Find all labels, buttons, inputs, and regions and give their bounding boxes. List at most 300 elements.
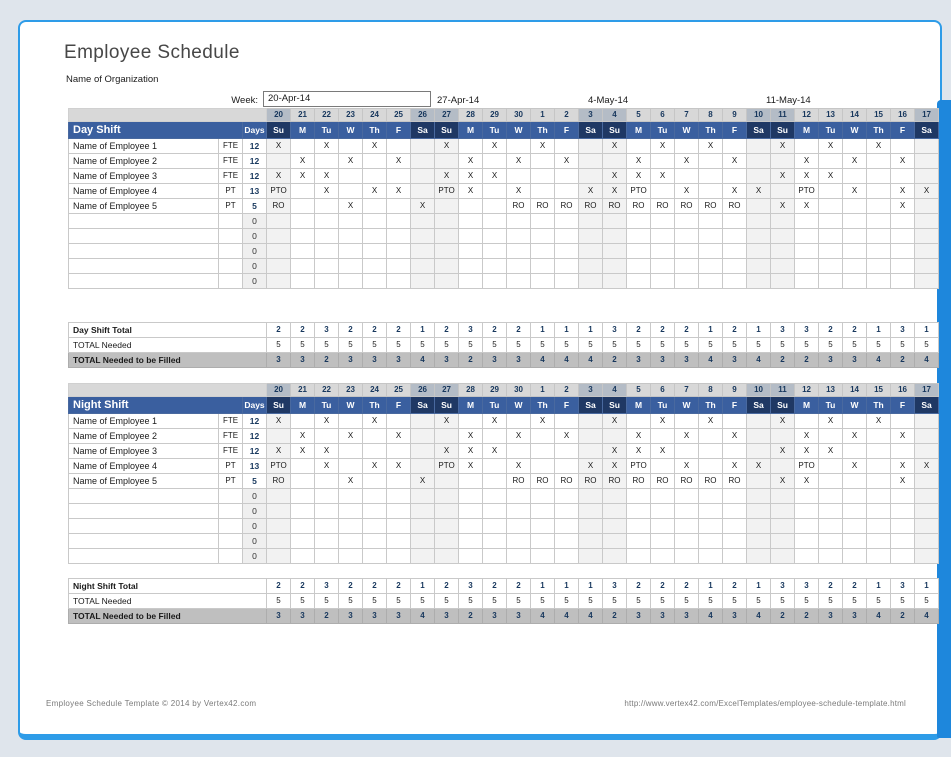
schedule-mark-cell[interactable] [387, 229, 411, 244]
schedule-mark-cell[interactable]: X [291, 154, 315, 169]
schedule-mark-cell[interactable] [771, 259, 795, 274]
schedule-mark-cell[interactable] [555, 184, 579, 199]
schedule-mark-cell[interactable] [363, 169, 387, 184]
schedule-mark-cell[interactable]: X [651, 444, 675, 459]
schedule-mark-cell[interactable] [531, 534, 555, 549]
schedule-mark-cell[interactable]: X [411, 474, 435, 489]
schedule-mark-cell[interactable] [915, 519, 939, 534]
schedule-mark-cell[interactable] [843, 519, 867, 534]
schedule-mark-cell[interactable] [867, 459, 891, 474]
schedule-mark-cell[interactable] [267, 429, 291, 444]
schedule-mark-cell[interactable] [435, 199, 459, 214]
schedule-mark-cell[interactable] [483, 184, 507, 199]
schedule-mark-cell[interactable]: X [315, 444, 339, 459]
schedule-mark-cell[interactable] [291, 504, 315, 519]
schedule-mark-cell[interactable] [507, 489, 531, 504]
schedule-mark-cell[interactable]: X [507, 154, 531, 169]
schedule-mark-cell[interactable] [531, 429, 555, 444]
schedule-mark-cell[interactable] [483, 429, 507, 444]
schedule-mark-cell[interactable] [771, 549, 795, 564]
schedule-mark-cell[interactable]: RO [603, 474, 627, 489]
schedule-mark-cell[interactable] [339, 549, 363, 564]
schedule-mark-cell[interactable] [843, 534, 867, 549]
schedule-mark-cell[interactable]: X [459, 169, 483, 184]
schedule-mark-cell[interactable]: RO [675, 474, 699, 489]
schedule-mark-cell[interactable] [651, 519, 675, 534]
schedule-mark-cell[interactable] [315, 214, 339, 229]
schedule-mark-cell[interactable] [555, 519, 579, 534]
schedule-mark-cell[interactable] [675, 214, 699, 229]
schedule-mark-cell[interactable] [651, 504, 675, 519]
schedule-mark-cell[interactable]: X [435, 444, 459, 459]
schedule-mark-cell[interactable] [747, 154, 771, 169]
schedule-mark-cell[interactable] [387, 519, 411, 534]
employee-type-cell[interactable] [219, 519, 243, 534]
schedule-mark-cell[interactable]: X [771, 169, 795, 184]
schedule-mark-cell[interactable] [387, 489, 411, 504]
employee-name-cell[interactable]: Name of Employee 4 [69, 184, 219, 199]
schedule-mark-cell[interactable]: X [603, 459, 627, 474]
employee-name-cell[interactable] [69, 534, 219, 549]
schedule-mark-cell[interactable]: X [867, 139, 891, 154]
schedule-mark-cell[interactable] [483, 214, 507, 229]
schedule-mark-cell[interactable]: RO [579, 199, 603, 214]
employee-name-cell[interactable] [69, 489, 219, 504]
schedule-mark-cell[interactable] [771, 154, 795, 169]
schedule-mark-cell[interactable] [579, 244, 603, 259]
schedule-mark-cell[interactable] [459, 519, 483, 534]
schedule-mark-cell[interactable] [867, 274, 891, 289]
schedule-mark-cell[interactable] [363, 259, 387, 274]
schedule-mark-cell[interactable]: RO [627, 199, 651, 214]
schedule-mark-cell[interactable] [267, 229, 291, 244]
schedule-mark-cell[interactable]: X [339, 474, 363, 489]
schedule-mark-cell[interactable] [339, 169, 363, 184]
schedule-mark-cell[interactable] [315, 474, 339, 489]
schedule-mark-cell[interactable] [747, 534, 771, 549]
schedule-mark-cell[interactable] [531, 489, 555, 504]
schedule-mark-cell[interactable] [699, 259, 723, 274]
schedule-mark-cell[interactable] [579, 259, 603, 274]
schedule-mark-cell[interactable] [747, 489, 771, 504]
schedule-mark-cell[interactable] [747, 504, 771, 519]
schedule-mark-cell[interactable] [315, 259, 339, 274]
schedule-mark-cell[interactable]: RO [699, 474, 723, 489]
schedule-mark-cell[interactable] [915, 444, 939, 459]
schedule-mark-cell[interactable]: X [747, 184, 771, 199]
schedule-mark-cell[interactable]: X [267, 414, 291, 429]
schedule-mark-cell[interactable] [459, 504, 483, 519]
schedule-mark-cell[interactable] [579, 169, 603, 184]
schedule-mark-cell[interactable] [459, 259, 483, 274]
schedule-mark-cell[interactable] [507, 214, 531, 229]
schedule-mark-cell[interactable] [555, 259, 579, 274]
schedule-mark-cell[interactable] [291, 549, 315, 564]
schedule-mark-cell[interactable]: X [651, 139, 675, 154]
schedule-mark-cell[interactable]: PTO [627, 184, 651, 199]
schedule-mark-cell[interactable]: X [891, 429, 915, 444]
schedule-mark-cell[interactable] [483, 199, 507, 214]
schedule-mark-cell[interactable] [915, 489, 939, 504]
schedule-mark-cell[interactable] [555, 244, 579, 259]
schedule-mark-cell[interactable] [795, 259, 819, 274]
employee-type-cell[interactable]: PT [219, 199, 243, 214]
schedule-mark-cell[interactable] [603, 214, 627, 229]
schedule-mark-cell[interactable]: X [435, 169, 459, 184]
schedule-mark-cell[interactable]: RO [267, 474, 291, 489]
schedule-mark-cell[interactable]: RO [507, 474, 531, 489]
schedule-mark-cell[interactable] [339, 519, 363, 534]
schedule-mark-cell[interactable]: RO [555, 199, 579, 214]
schedule-mark-cell[interactable] [651, 534, 675, 549]
schedule-mark-cell[interactable]: X [579, 459, 603, 474]
schedule-mark-cell[interactable] [675, 244, 699, 259]
schedule-mark-cell[interactable]: X [459, 184, 483, 199]
schedule-mark-cell[interactable] [291, 519, 315, 534]
schedule-mark-cell[interactable] [555, 534, 579, 549]
schedule-mark-cell[interactable] [579, 414, 603, 429]
schedule-mark-cell[interactable]: X [363, 184, 387, 199]
schedule-mark-cell[interactable] [507, 444, 531, 459]
schedule-mark-cell[interactable] [531, 259, 555, 274]
schedule-mark-cell[interactable] [411, 534, 435, 549]
schedule-mark-cell[interactable]: X [291, 444, 315, 459]
schedule-mark-cell[interactable] [387, 214, 411, 229]
schedule-mark-cell[interactable]: X [555, 154, 579, 169]
schedule-mark-cell[interactable] [603, 259, 627, 274]
schedule-mark-cell[interactable] [411, 489, 435, 504]
employee-type-cell[interactable] [219, 229, 243, 244]
schedule-mark-cell[interactable] [723, 534, 747, 549]
schedule-mark-cell[interactable] [723, 274, 747, 289]
schedule-mark-cell[interactable]: RO [723, 199, 747, 214]
schedule-mark-cell[interactable] [699, 184, 723, 199]
schedule-mark-cell[interactable] [315, 489, 339, 504]
schedule-mark-cell[interactable]: X [795, 169, 819, 184]
schedule-mark-cell[interactable]: RO [531, 199, 555, 214]
schedule-mark-cell[interactable]: RO [723, 474, 747, 489]
schedule-mark-cell[interactable] [627, 519, 651, 534]
schedule-mark-cell[interactable] [339, 414, 363, 429]
schedule-mark-cell[interactable] [867, 229, 891, 244]
schedule-mark-cell[interactable] [843, 259, 867, 274]
schedule-mark-cell[interactable]: RO [675, 199, 699, 214]
schedule-mark-cell[interactable] [867, 429, 891, 444]
schedule-mark-cell[interactable] [819, 429, 843, 444]
schedule-mark-cell[interactable] [819, 229, 843, 244]
schedule-mark-cell[interactable] [891, 519, 915, 534]
schedule-mark-cell[interactable]: PTO [267, 459, 291, 474]
schedule-mark-cell[interactable] [411, 519, 435, 534]
schedule-mark-cell[interactable] [843, 199, 867, 214]
schedule-mark-cell[interactable] [435, 504, 459, 519]
schedule-mark-cell[interactable] [363, 154, 387, 169]
schedule-mark-cell[interactable] [531, 244, 555, 259]
schedule-mark-cell[interactable] [651, 274, 675, 289]
schedule-mark-cell[interactable] [411, 549, 435, 564]
schedule-mark-cell[interactable] [747, 139, 771, 154]
schedule-mark-cell[interactable]: RO [627, 474, 651, 489]
schedule-mark-cell[interactable]: X [603, 184, 627, 199]
schedule-mark-cell[interactable]: X [267, 169, 291, 184]
schedule-mark-cell[interactable] [267, 519, 291, 534]
schedule-mark-cell[interactable] [675, 259, 699, 274]
schedule-mark-cell[interactable]: X [483, 444, 507, 459]
schedule-mark-cell[interactable]: PTO [435, 184, 459, 199]
schedule-mark-cell[interactable]: X [339, 154, 363, 169]
schedule-mark-cell[interactable] [435, 474, 459, 489]
schedule-mark-cell[interactable] [843, 274, 867, 289]
schedule-mark-cell[interactable] [531, 549, 555, 564]
schedule-mark-cell[interactable] [483, 459, 507, 474]
schedule-mark-cell[interactable] [579, 429, 603, 444]
schedule-mark-cell[interactable]: X [627, 429, 651, 444]
schedule-mark-cell[interactable]: X [507, 184, 531, 199]
schedule-mark-cell[interactable] [771, 214, 795, 229]
schedule-mark-cell[interactable] [387, 259, 411, 274]
schedule-mark-cell[interactable] [603, 154, 627, 169]
schedule-mark-cell[interactable] [459, 139, 483, 154]
schedule-mark-cell[interactable] [603, 519, 627, 534]
employee-type-cell[interactable]: FTE [219, 444, 243, 459]
schedule-mark-cell[interactable] [291, 139, 315, 154]
schedule-mark-cell[interactable] [411, 214, 435, 229]
schedule-mark-cell[interactable]: X [459, 154, 483, 169]
schedule-mark-cell[interactable] [339, 229, 363, 244]
schedule-mark-cell[interactable] [795, 504, 819, 519]
schedule-mark-cell[interactable] [459, 534, 483, 549]
schedule-mark-cell[interactable] [915, 474, 939, 489]
schedule-mark-cell[interactable] [531, 444, 555, 459]
schedule-mark-cell[interactable] [699, 489, 723, 504]
schedule-mark-cell[interactable] [507, 229, 531, 244]
schedule-mark-cell[interactable] [675, 274, 699, 289]
schedule-mark-cell[interactable] [891, 259, 915, 274]
schedule-mark-cell[interactable] [435, 549, 459, 564]
schedule-mark-cell[interactable] [291, 489, 315, 504]
schedule-mark-cell[interactable] [507, 259, 531, 274]
schedule-mark-cell[interactable] [603, 489, 627, 504]
schedule-mark-cell[interactable] [843, 474, 867, 489]
schedule-mark-cell[interactable] [627, 139, 651, 154]
employee-name-cell[interactable]: Name of Employee 1 [69, 139, 219, 154]
schedule-mark-cell[interactable] [819, 154, 843, 169]
employee-name-cell[interactable]: Name of Employee 5 [69, 199, 219, 214]
schedule-mark-cell[interactable] [915, 414, 939, 429]
schedule-mark-cell[interactable] [363, 229, 387, 244]
schedule-mark-cell[interactable]: X [795, 154, 819, 169]
schedule-mark-cell[interactable] [531, 184, 555, 199]
schedule-mark-cell[interactable]: PTO [627, 459, 651, 474]
schedule-mark-cell[interactable] [891, 214, 915, 229]
schedule-mark-cell[interactable] [867, 549, 891, 564]
schedule-mark-cell[interactable] [651, 459, 675, 474]
schedule-mark-cell[interactable] [603, 534, 627, 549]
schedule-mark-cell[interactable] [363, 244, 387, 259]
schedule-mark-cell[interactable] [363, 429, 387, 444]
schedule-mark-cell[interactable]: X [699, 414, 723, 429]
schedule-mark-cell[interactable]: X [723, 429, 747, 444]
schedule-mark-cell[interactable] [339, 274, 363, 289]
schedule-mark-cell[interactable]: RO [531, 474, 555, 489]
schedule-mark-cell[interactable] [771, 429, 795, 444]
schedule-mark-cell[interactable]: X [339, 199, 363, 214]
schedule-mark-cell[interactable] [579, 214, 603, 229]
schedule-mark-cell[interactable] [411, 229, 435, 244]
schedule-mark-cell[interactable]: X [651, 414, 675, 429]
schedule-mark-cell[interactable] [579, 549, 603, 564]
schedule-mark-cell[interactable] [723, 489, 747, 504]
schedule-mark-cell[interactable]: X [603, 414, 627, 429]
schedule-mark-cell[interactable] [819, 504, 843, 519]
schedule-mark-cell[interactable] [723, 139, 747, 154]
schedule-mark-cell[interactable] [315, 244, 339, 259]
schedule-mark-cell[interactable] [675, 504, 699, 519]
schedule-mark-cell[interactable] [867, 504, 891, 519]
schedule-mark-cell[interactable] [315, 519, 339, 534]
schedule-mark-cell[interactable] [747, 444, 771, 459]
schedule-mark-cell[interactable] [627, 259, 651, 274]
schedule-mark-cell[interactable] [411, 184, 435, 199]
schedule-mark-cell[interactable] [267, 154, 291, 169]
employee-name-cell[interactable]: Name of Employee 5 [69, 474, 219, 489]
schedule-mark-cell[interactable]: X [795, 474, 819, 489]
schedule-mark-cell[interactable] [819, 459, 843, 474]
schedule-mark-cell[interactable]: X [819, 444, 843, 459]
employee-name-cell[interactable] [69, 519, 219, 534]
employee-type-cell[interactable] [219, 504, 243, 519]
schedule-mark-cell[interactable] [579, 154, 603, 169]
schedule-mark-cell[interactable] [699, 504, 723, 519]
schedule-mark-cell[interactable] [267, 504, 291, 519]
schedule-mark-cell[interactable] [507, 519, 531, 534]
schedule-mark-cell[interactable]: X [771, 474, 795, 489]
schedule-mark-cell[interactable]: X [315, 139, 339, 154]
schedule-mark-cell[interactable] [915, 244, 939, 259]
schedule-mark-cell[interactable]: X [603, 169, 627, 184]
template-url-link[interactable]: http://www.vertex42.com/ExcelTemplates/employee-schedule-template.html [624, 699, 906, 708]
schedule-mark-cell[interactable] [651, 244, 675, 259]
employee-name-cell[interactable]: Name of Employee 2 [69, 429, 219, 444]
schedule-mark-cell[interactable] [363, 549, 387, 564]
schedule-mark-cell[interactable] [459, 244, 483, 259]
schedule-mark-cell[interactable] [915, 214, 939, 229]
schedule-mark-cell[interactable]: X [267, 139, 291, 154]
schedule-mark-cell[interactable] [291, 214, 315, 229]
week-start-input[interactable]: 20-Apr-14 [263, 91, 431, 107]
schedule-mark-cell[interactable] [891, 169, 915, 184]
schedule-mark-cell[interactable] [699, 444, 723, 459]
schedule-mark-cell[interactable] [531, 229, 555, 244]
schedule-mark-cell[interactable]: X [771, 139, 795, 154]
schedule-mark-cell[interactable] [555, 549, 579, 564]
schedule-mark-cell[interactable]: X [291, 429, 315, 444]
schedule-mark-cell[interactable] [891, 274, 915, 289]
schedule-mark-cell[interactable] [411, 139, 435, 154]
schedule-mark-cell[interactable] [411, 504, 435, 519]
schedule-mark-cell[interactable] [555, 444, 579, 459]
employee-name-cell[interactable]: Name of Employee 4 [69, 459, 219, 474]
schedule-mark-cell[interactable]: RO [555, 474, 579, 489]
schedule-mark-cell[interactable] [723, 259, 747, 274]
schedule-mark-cell[interactable]: X [843, 184, 867, 199]
schedule-mark-cell[interactable]: X [723, 154, 747, 169]
schedule-mark-cell[interactable] [891, 549, 915, 564]
schedule-mark-cell[interactable] [843, 229, 867, 244]
schedule-mark-cell[interactable] [315, 504, 339, 519]
schedule-mark-cell[interactable] [603, 274, 627, 289]
schedule-mark-cell[interactable] [363, 199, 387, 214]
schedule-mark-cell[interactable] [339, 489, 363, 504]
schedule-mark-cell[interactable] [483, 259, 507, 274]
employee-type-cell[interactable] [219, 549, 243, 564]
schedule-mark-cell[interactable] [579, 519, 603, 534]
schedule-mark-cell[interactable] [507, 169, 531, 184]
schedule-mark-cell[interactable] [483, 549, 507, 564]
schedule-mark-cell[interactable] [675, 169, 699, 184]
schedule-mark-cell[interactable] [363, 214, 387, 229]
schedule-mark-cell[interactable]: X [771, 444, 795, 459]
schedule-mark-cell[interactable] [891, 229, 915, 244]
schedule-mark-cell[interactable] [531, 274, 555, 289]
schedule-mark-cell[interactable] [819, 549, 843, 564]
employee-name-cell[interactable] [69, 504, 219, 519]
schedule-mark-cell[interactable] [651, 214, 675, 229]
schedule-mark-cell[interactable] [699, 549, 723, 564]
schedule-mark-cell[interactable] [483, 244, 507, 259]
schedule-mark-cell[interactable] [387, 274, 411, 289]
schedule-mark-cell[interactable] [675, 414, 699, 429]
schedule-mark-cell[interactable] [819, 519, 843, 534]
schedule-mark-cell[interactable] [435, 154, 459, 169]
schedule-mark-cell[interactable] [291, 184, 315, 199]
schedule-mark-cell[interactable] [867, 154, 891, 169]
schedule-mark-cell[interactable] [363, 534, 387, 549]
schedule-mark-cell[interactable]: X [891, 184, 915, 199]
schedule-mark-cell[interactable] [315, 549, 339, 564]
schedule-mark-cell[interactable]: X [675, 459, 699, 474]
schedule-mark-cell[interactable] [819, 534, 843, 549]
schedule-mark-cell[interactable] [675, 444, 699, 459]
schedule-mark-cell[interactable] [315, 199, 339, 214]
schedule-mark-cell[interactable] [531, 459, 555, 474]
schedule-mark-cell[interactable] [699, 169, 723, 184]
schedule-mark-cell[interactable]: X [627, 444, 651, 459]
schedule-mark-cell[interactable] [651, 489, 675, 504]
schedule-mark-cell[interactable] [411, 259, 435, 274]
schedule-mark-cell[interactable] [339, 139, 363, 154]
schedule-mark-cell[interactable] [267, 534, 291, 549]
schedule-mark-cell[interactable] [387, 139, 411, 154]
schedule-mark-cell[interactable] [819, 489, 843, 504]
schedule-mark-cell[interactable] [555, 459, 579, 474]
schedule-mark-cell[interactable] [771, 534, 795, 549]
schedule-mark-cell[interactable] [483, 229, 507, 244]
employee-name-cell[interactable] [69, 274, 219, 289]
employee-type-cell[interactable]: FTE [219, 414, 243, 429]
schedule-mark-cell[interactable]: RO [579, 474, 603, 489]
schedule-mark-cell[interactable] [747, 259, 771, 274]
schedule-mark-cell[interactable]: X [915, 459, 939, 474]
schedule-mark-cell[interactable] [555, 139, 579, 154]
schedule-mark-cell[interactable] [507, 534, 531, 549]
schedule-mark-cell[interactable]: X [843, 429, 867, 444]
employee-type-cell[interactable] [219, 274, 243, 289]
schedule-mark-cell[interactable] [387, 444, 411, 459]
schedule-mark-cell[interactable] [411, 154, 435, 169]
schedule-mark-cell[interactable] [843, 169, 867, 184]
schedule-mark-cell[interactable] [915, 229, 939, 244]
